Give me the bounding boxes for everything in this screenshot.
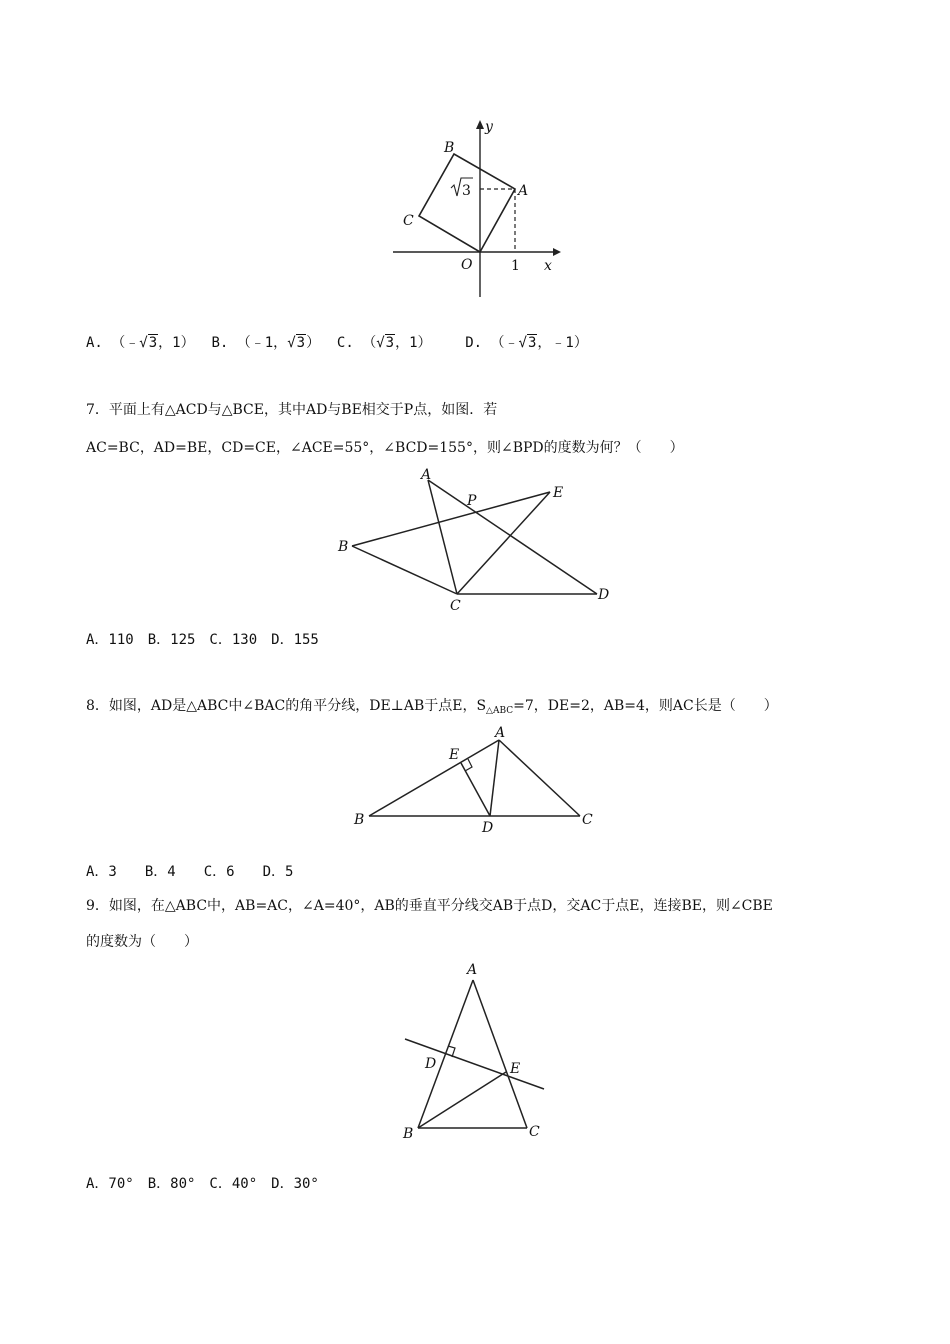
- label-A: A: [518, 183, 529, 199]
- label-D: D: [482, 820, 494, 836]
- y-axis-arrow: [476, 120, 484, 129]
- label-D: D: [425, 1056, 437, 1072]
- segment-AB: [369, 740, 499, 816]
- q6-options: [86, 333, 588, 353]
- radical-sign: √: [376, 335, 385, 351]
- q9-figure: [395, 960, 560, 1145]
- label-B: B: [354, 812, 365, 828]
- label-E: E: [449, 747, 460, 763]
- q8-figure: [345, 720, 605, 838]
- label-C: C: [450, 598, 461, 614]
- q8-text: 8．如图，AD是△ABC中∠BAC的角平分线，DE⊥AB于点E，$S_{\triangle ABC}=7$，DE=2，AB=4，则AC长是（ ）: [86, 698, 778, 716]
- q7-text-line1: 7．平面上有△ACD与△BCE，其中AD与BE相交于P点，如图．若: [86, 402, 498, 418]
- label-B: B: [338, 539, 349, 555]
- label-E: E: [553, 485, 564, 501]
- right-angle-mark: [465, 759, 472, 771]
- label-B: B: [403, 1126, 414, 1142]
- q7-figure: [330, 462, 620, 617]
- q7-text-line2: AC=BC，AD=BE，CD=CE，∠ACE=55°，∠BCD=155°，则∠BPD的度数为何？（ ）: [86, 440, 684, 456]
- q7-options: A．110 B．125 C．130 D．155: [86, 632, 319, 648]
- radical-sign: √: [139, 335, 148, 351]
- segment-BC: [352, 546, 457, 594]
- label-D: D: [598, 587, 610, 603]
- q6-option-b: B. （﹣1，√3）: [211, 335, 321, 351]
- q9-options: A．70° B．80° C．40° D．30°: [86, 1176, 319, 1192]
- label-E: E: [510, 1061, 521, 1077]
- q9-text-line1: 9．如图，在△ABC中，AB=AC，∠A=40°，AB的垂直平分线交AB于点D，交AC于点E，连接BE，则∠CBE: [86, 898, 773, 914]
- label-C: C: [403, 213, 414, 229]
- segment-AC: [499, 740, 580, 816]
- label-P: P: [467, 493, 477, 509]
- q6-figure: [385, 115, 565, 305]
- radical-sign: √: [518, 335, 527, 351]
- label-A: A: [495, 725, 506, 741]
- x-axis-arrow: [553, 248, 561, 256]
- q6-option-d: D. （﹣√3，﹣1）: [465, 335, 588, 351]
- label-A: A: [467, 962, 478, 978]
- q8-options: A．3 B．4 C．6 D．5: [86, 864, 294, 880]
- square-oabc: [419, 154, 515, 252]
- label-B: B: [444, 140, 455, 156]
- segment-BE: [352, 492, 550, 546]
- radical-sign: √: [287, 335, 296, 351]
- label-x: x: [544, 258, 552, 274]
- label-sqrt3: 3: [462, 183, 471, 199]
- segment-AC: [473, 980, 527, 1128]
- label-C: C: [529, 1124, 540, 1140]
- label-C: C: [582, 812, 593, 828]
- segment-AD: [490, 740, 499, 816]
- label-y: y: [485, 119, 493, 135]
- q9-text-line2: 的度数为（ ）: [86, 934, 198, 950]
- label-A: A: [421, 467, 432, 483]
- label-1: 1: [511, 258, 520, 274]
- q6-option-a: A. （﹣√3，1）: [86, 335, 195, 351]
- q6-option-c: C. （√3，1）: [336, 335, 432, 351]
- segment-BE: [418, 1072, 506, 1128]
- label-O: O: [461, 257, 473, 273]
